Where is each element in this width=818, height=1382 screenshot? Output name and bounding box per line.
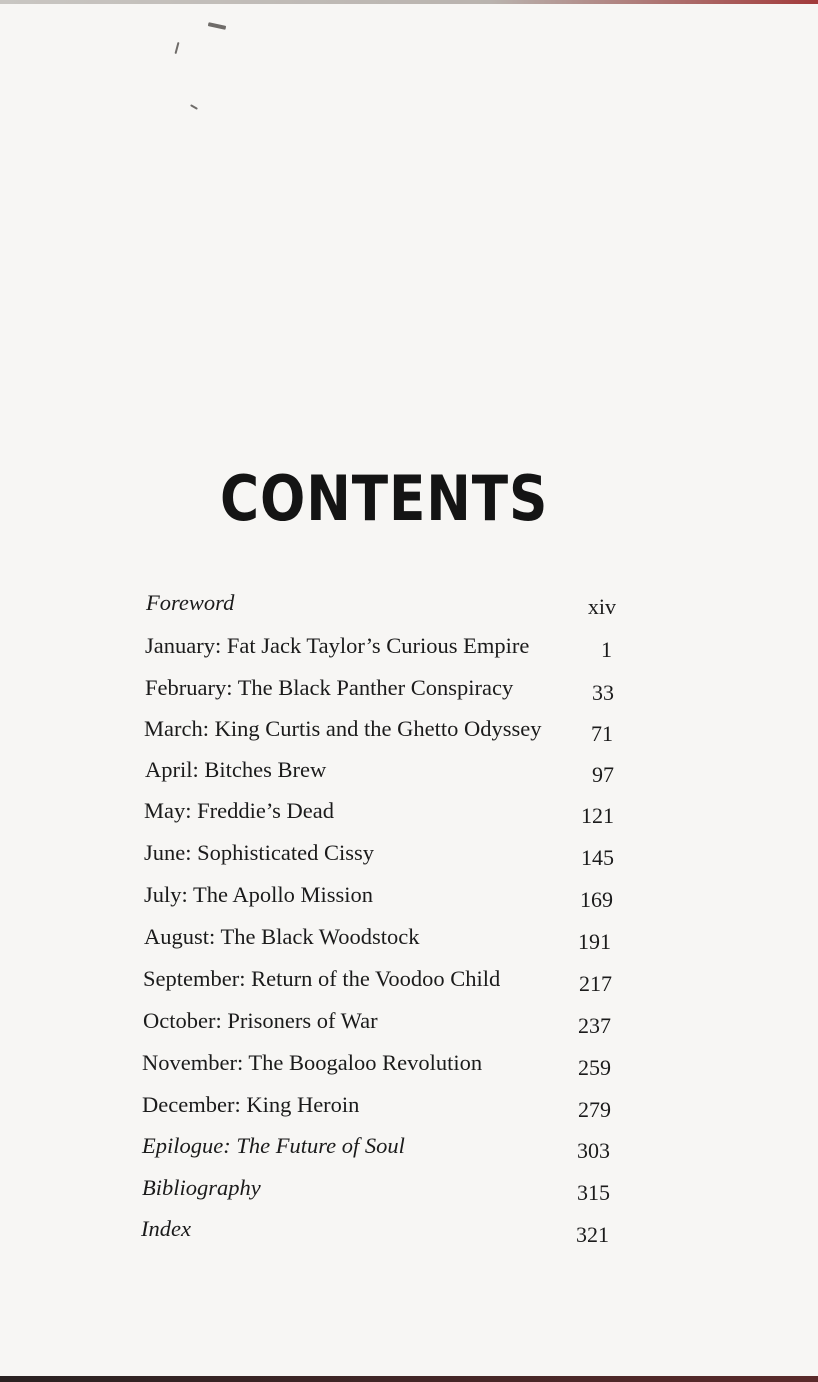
toc-entry-page: 279 bbox=[578, 1097, 611, 1122]
toc-entry-page: 71 bbox=[591, 721, 613, 746]
toc-entry-title: October: Prisoners of War bbox=[143, 1008, 378, 1033]
toc-entry-september[interactable] bbox=[142, 966, 620, 1000]
toc-entry-title: Bibliography bbox=[142, 1175, 261, 1200]
toc-entry-title: March: King Curtis and the Ghetto Odyssey bbox=[144, 716, 542, 741]
toc-entry-august[interactable] bbox=[142, 924, 620, 958]
toc-entry-page: 191 bbox=[578, 929, 611, 954]
toc-entry-february[interactable] bbox=[142, 675, 620, 709]
toc-entry-page: xiv bbox=[587, 594, 616, 619]
toc-entry-july[interactable] bbox=[142, 882, 620, 916]
toc-entry-title: August: The Black Woodstock bbox=[144, 924, 420, 949]
toc-entry-epilogue[interactable] bbox=[142, 1133, 620, 1167]
toc-entry-title: May: Freddie’s Dead bbox=[144, 798, 334, 823]
toc-entry-foreword[interactable] bbox=[142, 590, 620, 624]
toc-entry-title: Epilogue: The Future of Soul bbox=[142, 1133, 405, 1158]
toc-entry-page: 315 bbox=[577, 1180, 610, 1205]
toc-entry-title: September: Return of the Voodoo Child bbox=[143, 966, 501, 991]
toc-entry-title: January: Fat Jack Taylor’s Curious Empire bbox=[145, 633, 530, 658]
toc-entry-title: February: The Black Panther Conspiracy bbox=[145, 675, 514, 700]
toc-entry-december[interactable] bbox=[142, 1092, 620, 1126]
toc-entry-june[interactable] bbox=[142, 840, 620, 874]
toc-entry-index[interactable] bbox=[142, 1216, 620, 1250]
toc-entry-page: 237 bbox=[578, 1013, 611, 1038]
toc-entry-november[interactable] bbox=[142, 1050, 620, 1084]
toc-entry-page: 33 bbox=[592, 680, 614, 705]
toc-entry-march[interactable] bbox=[142, 716, 620, 750]
toc-entry-bibliography[interactable] bbox=[142, 1175, 620, 1209]
page-title: CONTENTS bbox=[220, 462, 549, 535]
toc-entry-title: Foreword bbox=[146, 590, 235, 615]
toc-entry-title: Index bbox=[141, 1216, 191, 1241]
toc-entry-october[interactable] bbox=[142, 1008, 620, 1042]
toc-entry-title: June: Sophisticated Cissy bbox=[144, 840, 374, 865]
toc-entry-title: November: The Boogaloo Revolution bbox=[142, 1050, 483, 1075]
toc-entry-page: 321 bbox=[576, 1222, 609, 1247]
toc-entry-may[interactable] bbox=[142, 798, 620, 832]
toc-entry-page: 97 bbox=[592, 762, 614, 787]
toc-entry-page: 303 bbox=[577, 1138, 610, 1163]
toc-entry-title: April: Bitches Brew bbox=[145, 757, 327, 782]
toc-entry-april[interactable] bbox=[142, 757, 620, 791]
toc-entry-page: 145 bbox=[581, 845, 614, 870]
toc-entry-page: 259 bbox=[578, 1055, 611, 1080]
toc-entry-january[interactable] bbox=[142, 633, 620, 667]
toc-entry-page: 121 bbox=[581, 803, 614, 828]
toc-entry-page: 217 bbox=[579, 971, 612, 996]
toc-entry-title: July: The Apollo Mission bbox=[144, 882, 373, 907]
toc-entry-page: 169 bbox=[580, 887, 613, 912]
toc-entry-page: 1 bbox=[601, 637, 612, 662]
toc-entry-title: December: King Heroin bbox=[142, 1092, 360, 1117]
page-bottom-edge bbox=[0, 1376, 818, 1382]
